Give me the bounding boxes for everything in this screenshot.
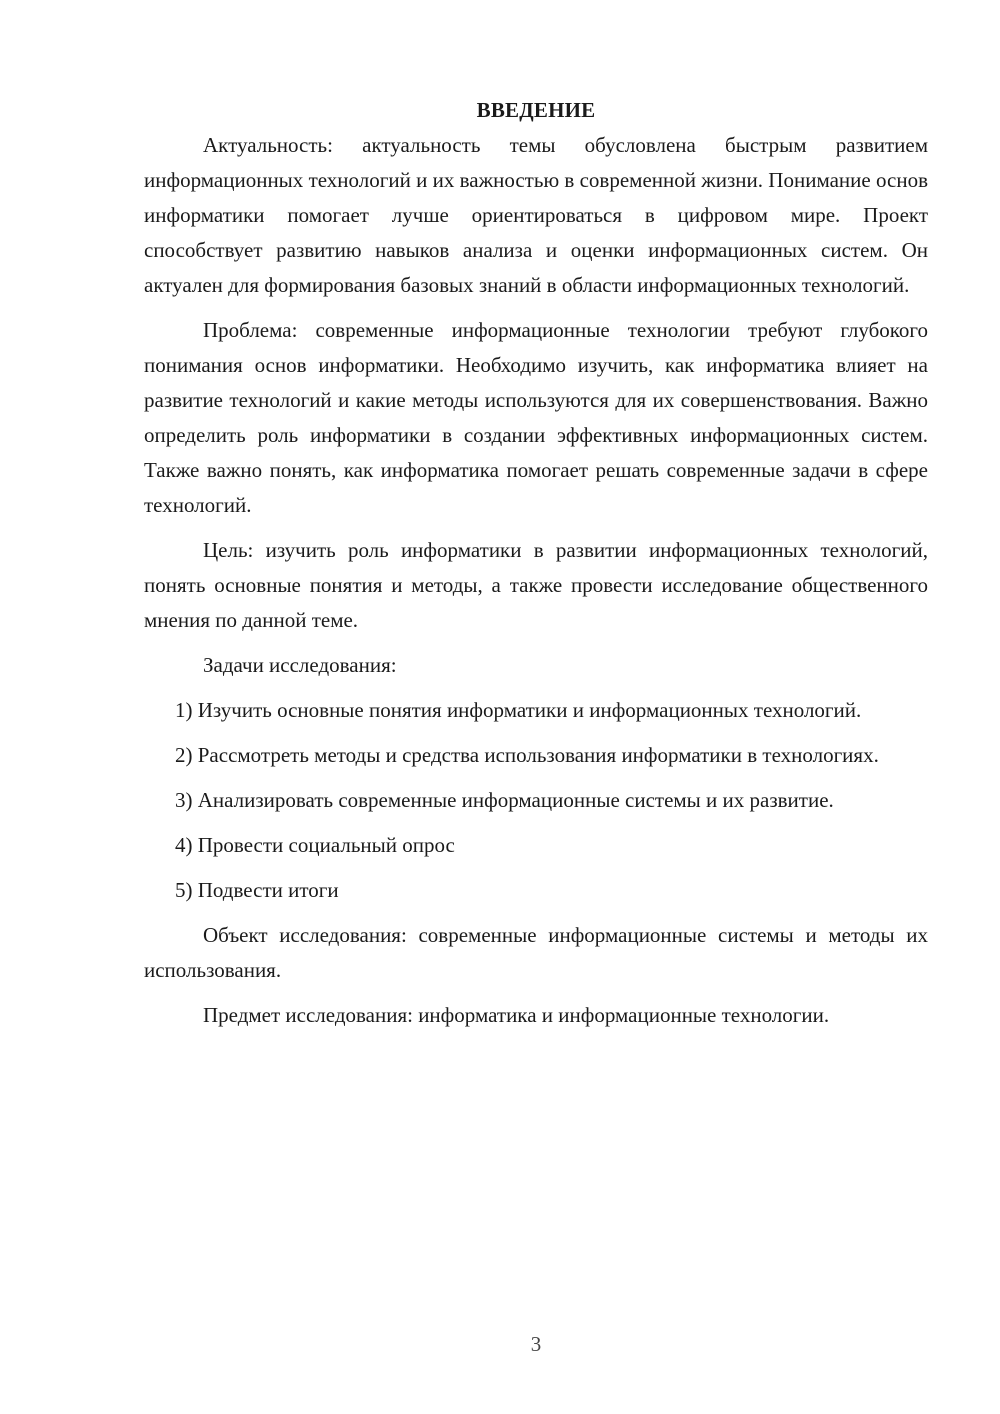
section-title: ВВЕДЕНИЕ [476, 98, 596, 122]
task-item-1: 1) Изучить основные понятия информатики и информационных технологий. [175, 698, 862, 722]
object-paragraph: Объект исследования: современные информационные системы и методы их использования. [144, 923, 928, 982]
page-number: 3 [530, 1332, 542, 1356]
task-item-4: 4) Провести социальный опрос [175, 833, 455, 857]
problem-paragraph: Проблема: современные информационные технологии требуют глубокого понимания основ информатики. Необходимо изучить, как информатика влияет на развитие технологий и какие методы используются для их совершенствования. Важно определить роль информатики в создании эффективных информационных систем. Также важно понять, как информатика помогает решать современные задачи в сфере технологий. [144, 318, 928, 517]
document-page [144, 92, 928, 1043]
task-item-3: 3) Анализировать современные информационные системы и их развитие. [175, 788, 834, 812]
relevance-paragraph: Актуальность: актуальность темы обусловлена быстрым развитием информационных технологий и их важностью в современной жизни. Понимание основ информатики помогает лучше ориентироваться в цифровом мире. Проект способствует развитию навыков анализа и оценки информационных систем. Он актуален для формирования базовых знаний в области информационных технологий. [144, 133, 928, 297]
subject-paragraph: Предмет исследования: информатика и информационные технологии. [203, 1003, 830, 1027]
tasks-heading: Задачи исследования: [203, 653, 397, 677]
task-item-2: 2) Рассмотреть методы и средства использования информатики в технологиях. [175, 743, 879, 767]
goal-paragraph: Цель: изучить роль информатики в развитии информационных технологий, понять основные понятия и методы, а также провести исследование общественного мнения по данной теме. [144, 538, 928, 632]
task-item-5: 5) Подвести итоги [175, 878, 339, 902]
